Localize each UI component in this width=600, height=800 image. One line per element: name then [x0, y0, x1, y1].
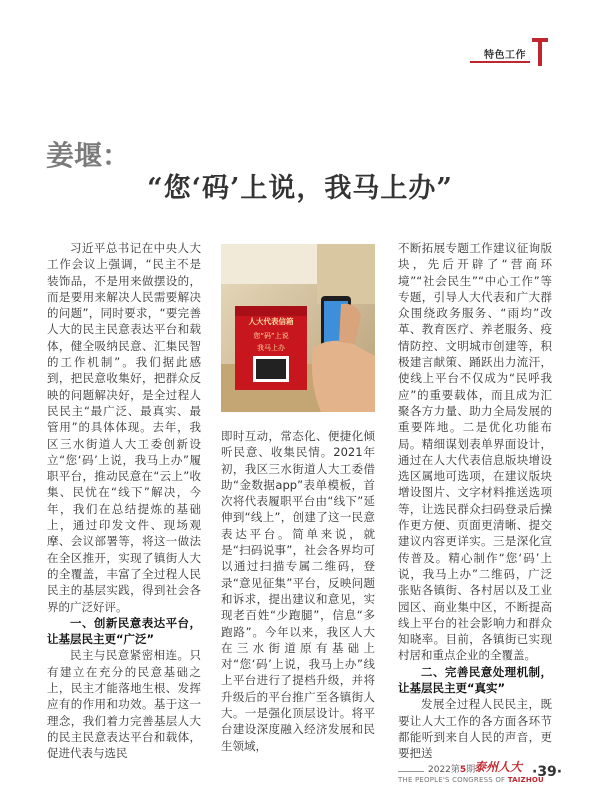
footer-year-issue: 2022第 [428, 765, 460, 775]
subheading: 二、完善民意处理机制，让基层民主更“真实” [398, 664, 552, 696]
t-logo-icon [532, 38, 548, 66]
column-2 [221, 428, 375, 754]
article-author: 姜堰： [46, 139, 131, 172]
footer-issue [428, 762, 475, 775]
page-number: ·39· [532, 764, 563, 780]
paragraph: 民主与民意紧密相连。只有建立在充分的民意基础之上，民主才能落地生根、发挥应有的作用和功效。基于这一理念，我们着力完善基层人大的民主民意表达平台和载体，促进代表与选民 [47, 648, 201, 761]
footer-issue-number: 5 [459, 765, 467, 775]
paragraph: 发展全过程人民民主，既要让人大工作的各方面各环节都能听到来自人民的声音，更要把送 [398, 697, 552, 761]
paragraph: 习近平总书记在中央人大工作会议上强调，“民主不是装饰品，不是用来做摆设的，而是要用来解决人民需要解决的问题”，同时要求，“要完善人大的民主民意表达平台和载体，健全吸纳民意、汇集民智的工作机制”。我们据此感到，把民意收集好，把群众反映的问题解决好，是全过程人民民主“最广泛、最真实、最管用”的具体体现。去年，我区三水街道人大工委创新设立“您‘码’上说，我马上办”履职平台，推动民意在“云上”收集、民忧在“线下”解决，今年，我们在总结提炼的基础上，通过印发文件、现场观摩、会议部署等，将这一做法在全区推开，实现了镇街人大的全覆盖，丰富了全过程人民民主的基层实践，得到社会各界的广泛好评。 [47, 241, 201, 614]
footer-issue-suffix: 期 [466, 765, 476, 775]
column-3 [398, 240, 552, 762]
photo-sign-line2: 您“码”上说 [253, 332, 289, 340]
footer-english-title [398, 776, 544, 784]
footer-en-prefix: THE PEOPLE'S CONGRESS OF [398, 776, 508, 784]
subheading: 一、创新民意表达平台，让基层民主更“广泛” [47, 615, 201, 647]
paragraph: 不断拓展专题工作建议征询版块，先后开辟了“营商环境”“社会民生”“中心工作”等专题，引导人大代表和广大群众围绕政务服务、“雨均”改革、教育医疗、养老服务、疫情防控、文明城市创建等，积极建言献策、踊跃出力流汗，使线上平台不仅成为“民呼我应”的重要载体，而且成为汇聚各方力量、助力全局发展的重要阵地。二是优化功能布局。精细谋划表单界面设计，通过在人大代表信息版块增设选区属地可选项，在建议版块增设图片、文字材料推送选项等，让选民群众扫码登录后操作更方便、页面更清晰、提交建议内容更详实。三是深化宣传普及。精心制作“您‘码’上说，我马上办”二维码，广泛张贴各镇街、各村居以及工业园区、商业集中区，不断提高线上平台的社会影响力和群众知晓率。目前，各镇街已实现村居和重点企业的全覆盖。 [398, 241, 552, 663]
section-label: 特色工作 [484, 50, 526, 61]
photo-sign-line1: 人大代表信箱 [248, 317, 294, 326]
magazine-logo: 泰州人大 [474, 760, 523, 774]
photo-sign-line3: 我马上办 [257, 344, 285, 352]
footer-en-city: TAIZHOU [507, 776, 544, 784]
article-photo [221, 244, 375, 412]
column-1 [47, 240, 201, 762]
footer-rule [398, 771, 424, 772]
article-title: “您‘码’上说，我马上办” [147, 173, 453, 204]
header-rule [470, 61, 530, 63]
paragraph: 即时互动，常态化、便捷化倾听民意、收集民情。2021年初，我区三水街道人大工委借助“金数据app”表单模板，首次将代表履职平台由“线下”延伸到“线上”，创建了这一民意表达平台。简单来说，就是“扫码说事”，社会各界均可以通过扫描专属二维码，登录“意见征集”平台，反映问题和诉求，提出建议和意见，实现老百姓“少跑腿”，信息“多跑路”。今年以来，我区人大在三水街道原有基础上对“您‘码’上说，我马上办”线上平台进行了提档升级，并将升级后的平台推广至各镇街人大。一是强化顶层设计。将平台建设深度融入经济发展和民生领域， [221, 429, 375, 753]
